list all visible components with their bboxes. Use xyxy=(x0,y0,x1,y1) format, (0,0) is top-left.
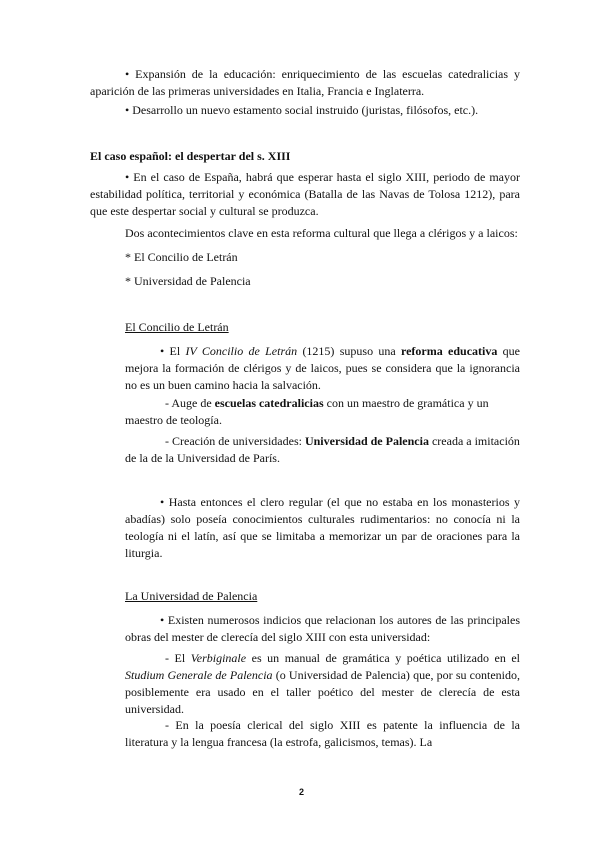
list-item-universidad: * Universidad de Palencia xyxy=(125,274,251,288)
bullet: • xyxy=(160,613,165,627)
text-fragment: creada a imitación de la de la Universidad de París. xyxy=(125,434,520,465)
section-heading-caso-espanol: El caso español: el despertar del s. XIII xyxy=(90,149,291,163)
paragraph-text: En el caso de España, habrá que esperar hasta el siglo XIII, periodo de mayor estabilidad política, territorial y económica (Batalla de las Navas de Tolosa 1212), para que este despertar social y cultural se produzca. xyxy=(90,170,520,218)
list-item-concilio: * El Concilio de Letrán xyxy=(125,250,238,264)
text-fragment: es un manual de gramática y poética utilizado en el xyxy=(251,651,521,665)
bullet: • xyxy=(125,170,130,184)
paragraph-spain xyxy=(90,169,520,220)
paragraph-text: Existen numerosos indicios que relacionan los autores de las principales obras del mester de clerecía del siglo XIII con esta universidad: xyxy=(125,613,520,644)
paragraph-text: Hasta entonces el clero regular (el que no estaba en los monasterios y abadías) solo poseía conocimientos culturales rudimentarios: no conocía ni la teología ni el latín, así que se limitaba a memorizar un par de oraciones para la liturgia. xyxy=(125,495,521,560)
paragraph-two-events: Dos acontecimientos clave en esta reforma cultural que llega a clérigos y a laicos: xyxy=(125,226,518,240)
text-fragment: - Creación de universidades: xyxy=(165,434,302,448)
text-fragment: - El xyxy=(165,651,186,665)
section-heading-universidad: La Universidad de Palencia xyxy=(125,589,258,603)
subitem-escuelas xyxy=(125,395,520,429)
italic-concilio-name: IV Concilio de Letrán xyxy=(185,344,298,358)
paragraph-education xyxy=(90,66,520,100)
bullet: • xyxy=(160,495,165,509)
section-heading-concilio: El Concilio de Letrán xyxy=(125,320,229,334)
text-fragment: con un maestro de gramática y un maestro de teología. xyxy=(125,396,489,427)
bold-escuelas-catedralicias: escuelas catedralicias xyxy=(214,396,324,410)
bold-universidad-palencia: Universidad de Palencia xyxy=(304,434,429,448)
paragraph-indicios xyxy=(125,612,520,646)
paragraph-text: Desarrollo un nuevo estamento social instruido (juristas, filósofos, etc.). xyxy=(132,103,479,117)
text-fragment: (1215) supuso una xyxy=(302,344,396,358)
subitem-universidades xyxy=(125,433,520,467)
italic-verbiginale: Verbiginale xyxy=(190,651,247,665)
paragraph-concilio-reform xyxy=(125,343,520,394)
subitem-verbiginale xyxy=(125,650,520,718)
text-fragment: que mejora la formación de clérigos y de laicos, pues se considera que la ignorancia no es un buen camino hacia la salvación. xyxy=(125,344,520,392)
bold-reforma-educativa: reforma educativa xyxy=(400,344,498,358)
bullet: • xyxy=(160,344,165,358)
subitem-poesia-clerical: - En la poesía clerical del siglo XIII es patente la influencia de la literatura y la lengua francesa (la estrofa, galicismos, temas). La xyxy=(125,718,520,749)
paragraph-text: Expansión de la educación: enriquecimiento de las escuelas catedralicias y aparición de las primeras universidades en Italia, Francia e Inglaterra. xyxy=(90,67,521,98)
italic-studium: Studium Generale de Palencia xyxy=(125,668,273,682)
bullet: • xyxy=(125,67,130,81)
paragraph-clero xyxy=(125,494,520,562)
bullet: • xyxy=(125,103,130,117)
page-number: 2 xyxy=(298,787,304,797)
text-fragment: El xyxy=(169,344,181,358)
text-fragment: (o Universidad de Palencia) que, por su contenido, posiblemente era usado en el taller poético del mester de clerecía de esta universidad. xyxy=(125,668,520,716)
paragraph-social-class xyxy=(90,102,520,119)
text-fragment: - Auge de xyxy=(165,396,212,410)
